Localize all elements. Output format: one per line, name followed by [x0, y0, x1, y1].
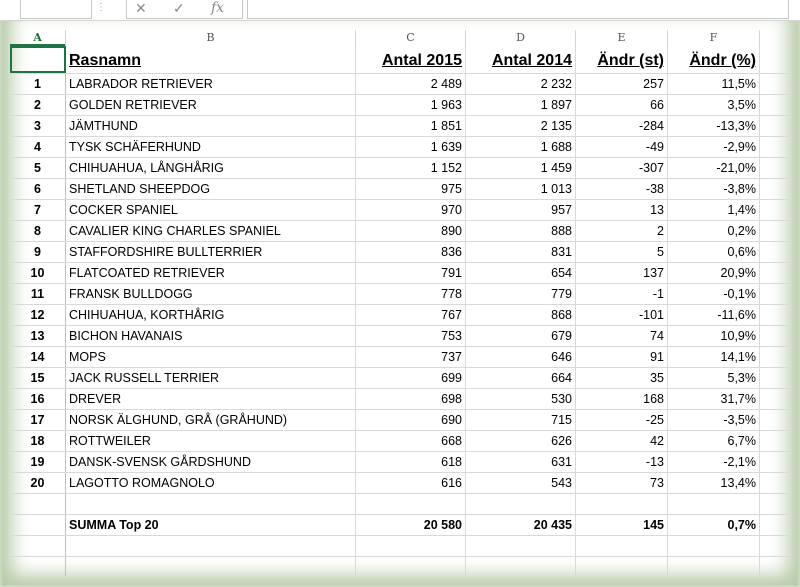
cell-andr-pct[interactable]: -2,9%	[668, 137, 760, 157]
cell-andr-st[interactable]: -101	[576, 305, 668, 325]
table-row	[10, 116, 790, 137]
row-number[interactable]: 5	[10, 158, 66, 178]
row-number[interactable]: 12	[10, 305, 66, 325]
cell-andr-st[interactable]: -49	[576, 137, 668, 157]
total-cell-rasnamn[interactable]: SUMMA Top 20	[66, 515, 356, 535]
header-andr-st[interactable]: Ändr (st)	[576, 46, 668, 73]
total-cell-antal-2014[interactable]: 20 435	[466, 515, 576, 535]
row-number[interactable]: 20	[10, 473, 66, 493]
formula-bar-grip-icon: ⋮	[96, 2, 106, 13]
row-number[interactable]: 3	[10, 116, 66, 136]
cell-antal-2014[interactable]: 530	[466, 389, 576, 409]
cell-andr-st[interactable]: -13	[576, 452, 668, 472]
cell-andr-st[interactable]: 2	[576, 221, 668, 241]
formula-bar	[0, 0, 800, 21]
cell-antal-2015[interactable]: 836	[356, 242, 466, 262]
row-number[interactable]: 17	[10, 410, 66, 430]
cell-andr-pct[interactable]: 1,4%	[668, 200, 760, 220]
total-row	[10, 515, 790, 536]
cell-rasnamn[interactable]	[66, 557, 356, 576]
cell-andr-pct[interactable]	[668, 536, 760, 556]
table-row	[10, 137, 790, 158]
cell-antal-2014[interactable]	[466, 557, 576, 576]
header-row	[10, 46, 790, 74]
cell-antal-2015[interactable]: 616	[356, 473, 466, 493]
cell-antal-2014[interactable]: 831	[466, 242, 576, 262]
cell-andr-pct[interactable]: -13,3%	[668, 116, 760, 136]
row-number[interactable]	[10, 536, 66, 556]
cell-antal-2014[interactable]: 2 232	[466, 74, 576, 94]
cell-antal-2015[interactable]: 1 639	[356, 137, 466, 157]
table-row	[10, 368, 790, 389]
cell-antal-2014[interactable]: 664	[466, 368, 576, 388]
cell-andr-st[interactable]: 91	[576, 347, 668, 367]
cell-rasnamn[interactable]: ROTTWEILER	[66, 431, 356, 451]
cell-rasnamn[interactable]: STAFFORDSHIRE BULLTERRIER	[66, 242, 356, 262]
cell-antal-2014[interactable]: 654	[466, 263, 576, 283]
row-number[interactable]: 7	[10, 200, 66, 220]
cell-antal-2015[interactable]: 1 963	[356, 95, 466, 115]
cell-andr-st[interactable]: 13	[576, 200, 668, 220]
column-header-b[interactable]: B	[66, 30, 356, 46]
cell-rasnamn[interactable]: SHETLAND SHEEPDOG	[66, 179, 356, 199]
row-number[interactable]: 2	[10, 95, 66, 115]
row-number[interactable]	[10, 557, 66, 576]
table-row	[10, 158, 790, 179]
row-number[interactable]: 1	[10, 74, 66, 94]
cell-andr-pct[interactable]: -3,8%	[668, 179, 760, 199]
cell-andr-st[interactable]: 5	[576, 242, 668, 262]
row-number[interactable]: 8	[10, 221, 66, 241]
cell-antal-2014[interactable]: 626	[466, 431, 576, 451]
table-row	[10, 326, 790, 347]
cell-antal-2015[interactable]: 699	[356, 368, 466, 388]
cell-antal-2015[interactable]: 767	[356, 305, 466, 325]
cell-antal-2015[interactable]: 2 489	[356, 74, 466, 94]
cell-rasnamn[interactable]: FLATCOATED RETRIEVER	[66, 263, 356, 283]
cell-rasnamn[interactable]	[66, 494, 356, 514]
cell-antal-2014[interactable]: 631	[466, 452, 576, 472]
cell-rasnamn[interactable]: LAGOTTO ROMAGNOLO	[66, 473, 356, 493]
cell-antal-2015[interactable]: 668	[356, 431, 466, 451]
header-andr-pct[interactable]: Ändr (%)	[668, 46, 760, 73]
spreadsheet-grid[interactable]	[10, 24, 790, 576]
cell-andr-st[interactable]: 257	[576, 74, 668, 94]
cell-andr-pct[interactable]: 6,7%	[668, 431, 760, 451]
cell-antal-2015[interactable]: 737	[356, 347, 466, 367]
cell-andr-st[interactable]: 74	[576, 326, 668, 346]
table-row	[10, 263, 790, 284]
cell-andr-pct[interactable]: 5,3%	[668, 368, 760, 388]
cell-rasnamn[interactable]: CHIHUAHUA, LÅNGHÅRIG	[66, 158, 356, 178]
cell-andr-pct[interactable]: 11,5%	[668, 74, 760, 94]
row-number[interactable]: 11	[10, 284, 66, 304]
table-row	[10, 74, 790, 95]
cell-rasnamn[interactable]: BICHON HAVANAIS	[66, 326, 356, 346]
cell-antal-2015[interactable]: 1 851	[356, 116, 466, 136]
cell-rasnamn[interactable]: FRANSK BULLDOGG	[66, 284, 356, 304]
cell-antal-2015[interactable]: 690	[356, 410, 466, 430]
row-number[interactable]: 19	[10, 452, 66, 472]
cell-rasnamn[interactable]: MOPS	[66, 347, 356, 367]
cell-andr-st[interactable]: 42	[576, 431, 668, 451]
table-row	[10, 347, 790, 368]
cell-andr-st[interactable]: 137	[576, 263, 668, 283]
cell-antal-2015[interactable]: 698	[356, 389, 466, 409]
column-headers	[10, 30, 790, 46]
cell-antal-2015[interactable]: 970	[356, 200, 466, 220]
table-row	[10, 242, 790, 263]
cell-antal-2015[interactable]: 1 152	[356, 158, 466, 178]
cell-antal-2015[interactable]: 791	[356, 263, 466, 283]
cell-rasnamn[interactable]: NORSK ÄLGHUND, GRÅ (GRÅHUND)	[66, 410, 356, 430]
cell-andr-pct[interactable]: -11,6%	[668, 305, 760, 325]
selected-cell-a1[interactable]	[10, 46, 66, 73]
cell-rasnamn[interactable]: DANSK-SVENSK GÅRDSHUND	[66, 452, 356, 472]
empty-row	[10, 494, 790, 515]
cell-andr-pct[interactable]: 31,7%	[668, 389, 760, 409]
cell-antal-2015[interactable]: 778	[356, 284, 466, 304]
cell-antal-2014[interactable]: 715	[466, 410, 576, 430]
confirm-icon[interactable]: ✓	[173, 0, 185, 16]
cell-antal-2015[interactable]	[356, 536, 466, 556]
cell-andr-pct[interactable]: 0,2%	[668, 221, 760, 241]
cell-andr-pct[interactable]: 10,9%	[668, 326, 760, 346]
table-row	[10, 389, 790, 410]
cell-antal-2015[interactable]	[356, 494, 466, 514]
cell-antal-2014[interactable]: 679	[466, 326, 576, 346]
total-cell-andr-pct[interactable]: 0,7%	[668, 515, 760, 535]
cancel-icon[interactable]: ✕	[135, 0, 147, 16]
cell-andr-st[interactable]: 168	[576, 389, 668, 409]
row-number[interactable]: 6	[10, 179, 66, 199]
total-row-number[interactable]	[10, 515, 66, 535]
cell-andr-pct[interactable]: 20,9%	[668, 263, 760, 283]
cell-andr-st[interactable]	[576, 557, 668, 576]
insert-function-icon[interactable]: fx	[211, 0, 225, 16]
row-number[interactable]: 14	[10, 347, 66, 367]
total-cell-andr-st[interactable]: 145	[576, 515, 668, 535]
cell-rasnamn[interactable]: COCKER SPANIEL	[66, 200, 356, 220]
row-number[interactable]	[10, 494, 66, 514]
cell-andr-pct[interactable]: -0,1%	[668, 284, 760, 304]
cell-antal-2014[interactable]: 957	[466, 200, 576, 220]
cell-andr-pct[interactable]: 0,6%	[668, 242, 760, 262]
table-row	[10, 473, 790, 494]
cell-rasnamn[interactable]: JACK RUSSELL TERRIER	[66, 368, 356, 388]
table-row	[10, 95, 790, 116]
cell-andr-st[interactable]: -1	[576, 284, 668, 304]
row-number[interactable]: 15	[10, 368, 66, 388]
cell-antal-2014[interactable]: 868	[466, 305, 576, 325]
cell-andr-pct[interactable]: -21,0%	[668, 158, 760, 178]
table-row	[10, 221, 790, 242]
cell-antal-2014[interactable]	[466, 494, 576, 514]
cell-rasnamn[interactable]	[66, 536, 356, 556]
cell-antal-2014[interactable]: 1 688	[466, 137, 576, 157]
total-cell-antal-2015[interactable]: 20 580	[356, 515, 466, 535]
header-rasnamn[interactable]: Rasnamn	[66, 46, 356, 73]
table-row	[10, 179, 790, 200]
cell-andr-st[interactable]: -25	[576, 410, 668, 430]
cell-andr-pct[interactable]: -2,1%	[668, 452, 760, 472]
row-number[interactable]: 9	[10, 242, 66, 262]
cell-antal-2014[interactable]: 646	[466, 347, 576, 367]
empty-row	[10, 557, 790, 576]
cell-antal-2014[interactable]	[466, 536, 576, 556]
cell-antal-2014[interactable]: 1 897	[466, 95, 576, 115]
column-header-d[interactable]: D	[466, 30, 576, 46]
table-row	[10, 410, 790, 431]
cell-rasnamn[interactable]: DREVER	[66, 389, 356, 409]
cell-antal-2014[interactable]: 888	[466, 221, 576, 241]
row-number[interactable]: 13	[10, 326, 66, 346]
cell-andr-st[interactable]: 35	[576, 368, 668, 388]
cell-andr-pct[interactable]: 14,1%	[668, 347, 760, 367]
table-row	[10, 305, 790, 326]
row-number[interactable]: 16	[10, 389, 66, 409]
cell-andr-st[interactable]: 66	[576, 95, 668, 115]
cell-andr-st[interactable]: -38	[576, 179, 668, 199]
cell-rasnamn[interactable]: LABRADOR RETRIEVER	[66, 74, 356, 94]
cell-andr-pct[interactable]: 3,5%	[668, 95, 760, 115]
cell-andr-st[interactable]: -307	[576, 158, 668, 178]
cell-antal-2014[interactable]: 779	[466, 284, 576, 304]
cell-antal-2015[interactable]: 890	[356, 221, 466, 241]
row-number[interactable]: 10	[10, 263, 66, 283]
cell-antal-2014[interactable]: 2 135	[466, 116, 576, 136]
table-row	[10, 284, 790, 305]
name-box[interactable]	[20, 0, 92, 19]
cell-rasnamn[interactable]: CAVALIER KING CHARLES SPANIEL	[66, 221, 356, 241]
cell-antal-2015[interactable]	[356, 557, 466, 576]
cell-andr-pct[interactable]: 13,4%	[668, 473, 760, 493]
cell-rasnamn[interactable]: JÄMTHUND	[66, 116, 356, 136]
cell-rasnamn[interactable]: GOLDEN RETRIEVER	[66, 95, 356, 115]
header-antal-2014[interactable]: Antal 2014	[466, 46, 576, 73]
cell-antal-2014[interactable]: 1 459	[466, 158, 576, 178]
column-header-e[interactable]: E	[576, 30, 668, 46]
cell-andr-pct[interactable]	[668, 494, 760, 514]
cell-andr-st[interactable]	[576, 536, 668, 556]
column-header-a[interactable]: A	[10, 30, 66, 46]
column-header-f[interactable]: F	[668, 30, 760, 46]
formula-input[interactable]	[247, 0, 789, 19]
cell-rasnamn[interactable]: TYSK SCHÄFERHUND	[66, 137, 356, 157]
formula-buttons	[126, 0, 243, 19]
table-row	[10, 452, 790, 473]
table-row	[10, 431, 790, 452]
empty-row	[10, 536, 790, 557]
cell-rasnamn[interactable]: CHIHUAHUA, KORTHÅRIG	[66, 305, 356, 325]
cell-andr-st[interactable]: -284	[576, 116, 668, 136]
cell-antal-2015[interactable]: 753	[356, 326, 466, 346]
row-number[interactable]: 4	[10, 137, 66, 157]
header-antal-2015[interactable]: Antal 2015	[356, 46, 466, 73]
cell-andr-pct[interactable]: -3,5%	[668, 410, 760, 430]
cell-antal-2014[interactable]: 1 013	[466, 179, 576, 199]
cell-antal-2014[interactable]: 543	[466, 473, 576, 493]
cell-andr-pct[interactable]	[668, 557, 760, 576]
row-number[interactable]: 18	[10, 431, 66, 451]
cell-antal-2015[interactable]: 975	[356, 179, 466, 199]
cell-andr-st[interactable]	[576, 494, 668, 514]
cell-andr-st[interactable]: 73	[576, 473, 668, 493]
table-row	[10, 200, 790, 221]
cell-antal-2015[interactable]: 618	[356, 452, 466, 472]
column-header-c[interactable]: C	[356, 30, 466, 46]
